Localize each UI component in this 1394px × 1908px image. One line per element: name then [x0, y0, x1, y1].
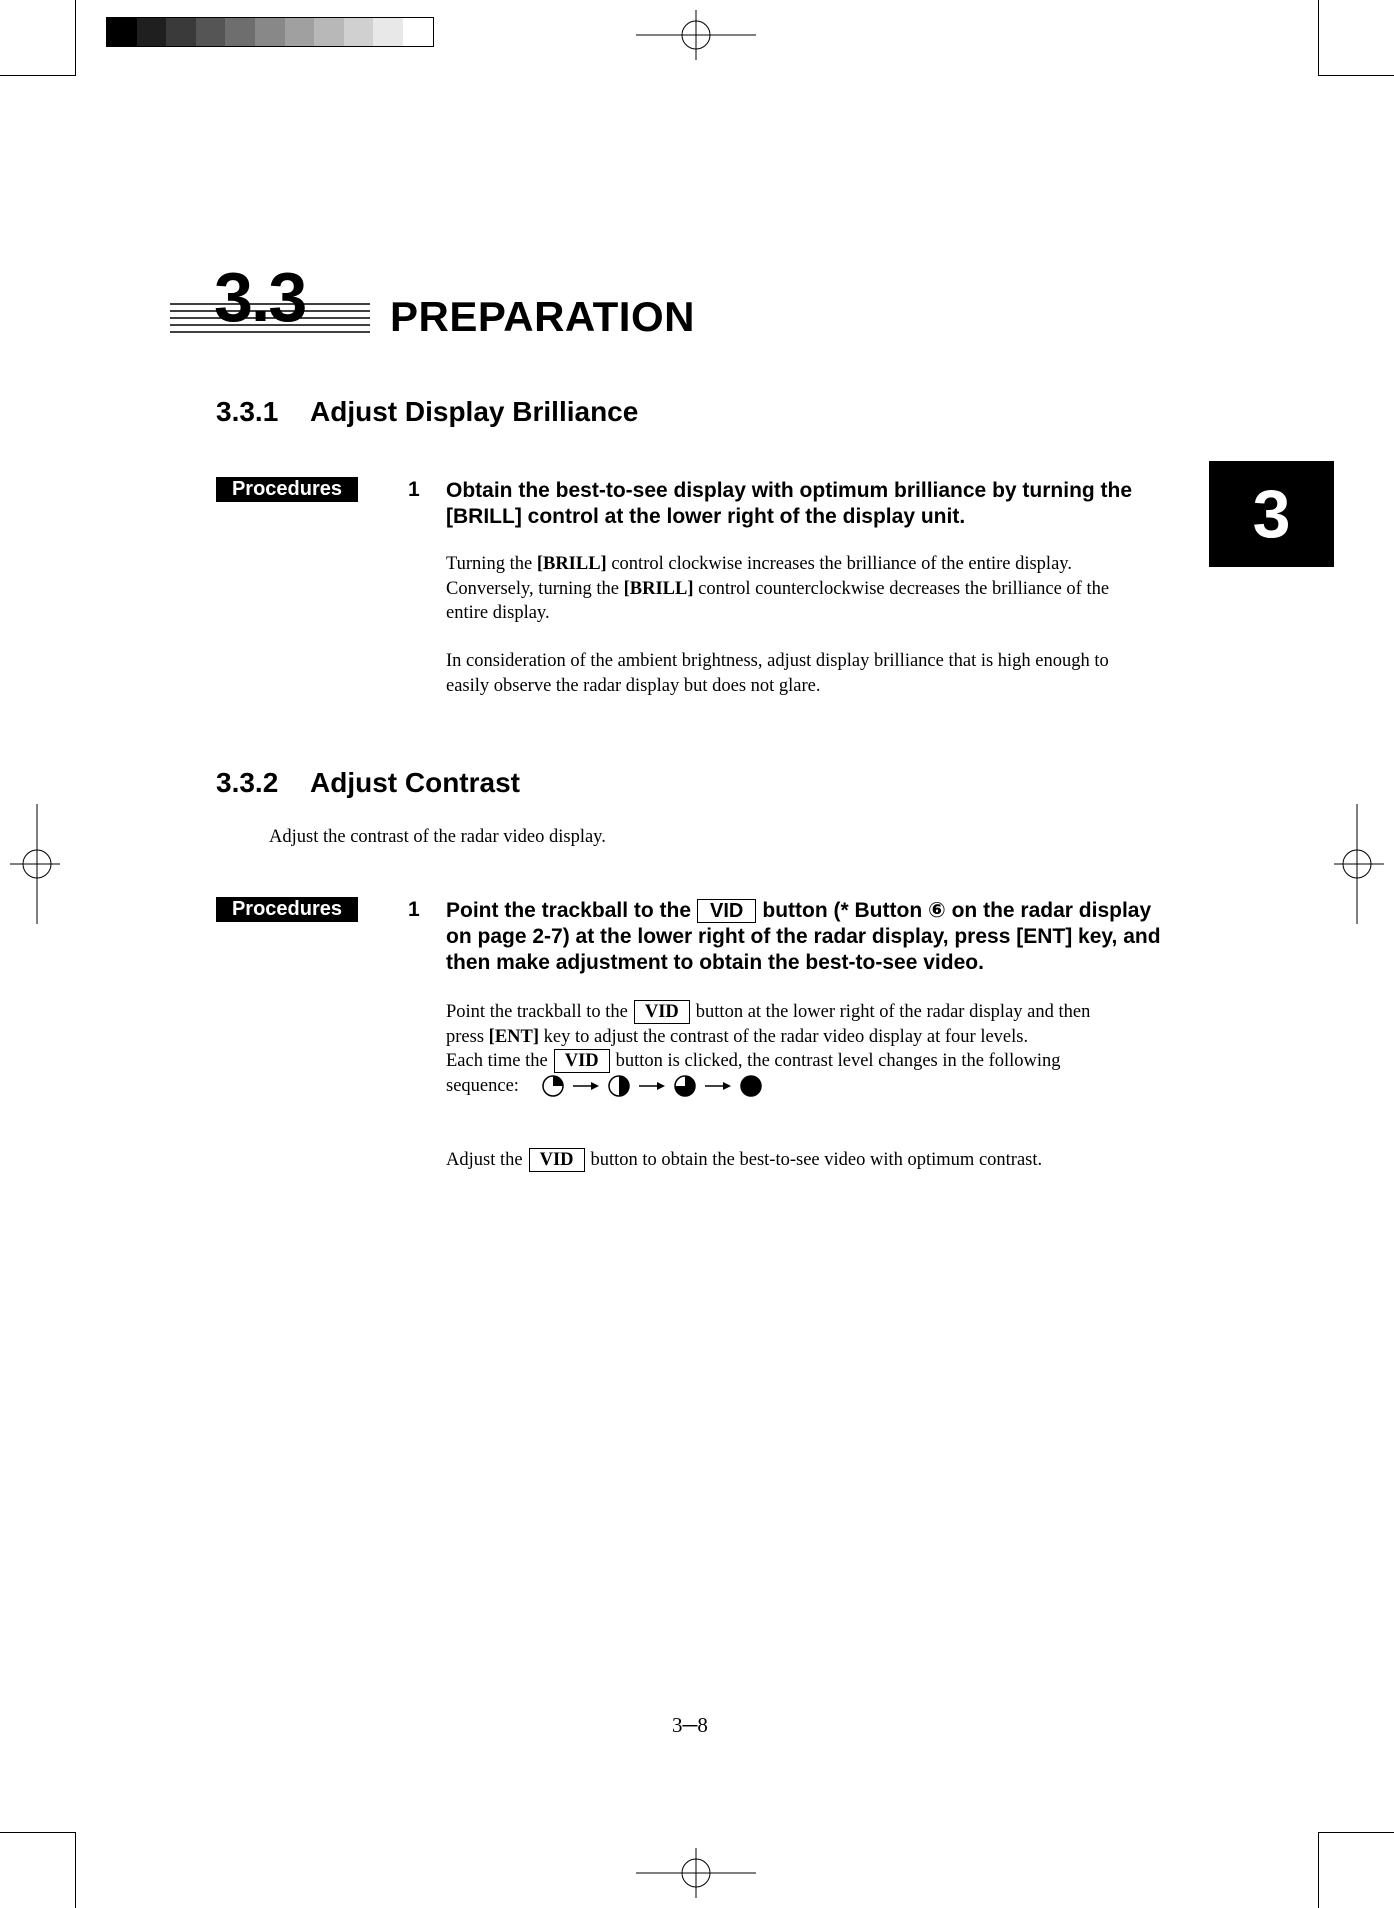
- brill-paragraph: [446, 552, 1206, 626]
- subsection-2-title: Adjust Contrast: [310, 767, 520, 798]
- brill-key-label: [BRILL]: [623, 578, 694, 599]
- text-run: button (* Button ⑥ on the radar display: [762, 899, 1152, 922]
- text-run: Conversely, turning the: [446, 578, 624, 599]
- ambient-paragraph: [446, 649, 1206, 698]
- text-run: sequence:: [446, 1075, 519, 1096]
- contrast-sequence: [541, 1074, 763, 1098]
- gray-scale-swatch: [166, 18, 196, 46]
- registration-target-right: [1334, 804, 1384, 924]
- text-run: button to obtain the best-to-see video with optimum contrast.: [590, 1150, 1043, 1170]
- procedures-badge-1: Procedures: [216, 477, 358, 502]
- contrast-paragraph: [446, 1000, 1206, 1098]
- page-number: 3─8: [672, 1713, 708, 1737]
- text-run: Point the trackball to the: [446, 899, 692, 922]
- registration-target-left: [10, 804, 60, 924]
- text-run: press: [446, 1026, 489, 1047]
- step-1-text: [446, 478, 1196, 530]
- section-number: 3.3: [214, 258, 306, 336]
- text-run: Turning the: [446, 554, 537, 574]
- registration-target-top: [636, 10, 756, 60]
- adjust-paragraph: [446, 1148, 1206, 1173]
- text-run: button at the lower right of the radar display and then: [695, 1002, 1091, 1022]
- arrow-right-icon: [637, 1080, 667, 1092]
- vid-button[interactable]: VID: [554, 1049, 610, 1073]
- brill-key-label: [BRILL]: [536, 554, 607, 574]
- text-run: key to adjust the contrast of the radar video display at four levels.: [539, 1026, 1029, 1047]
- contrast-intro: Adjust the contrast of the radar video display.: [269, 827, 606, 847]
- arrow-right-icon: [571, 1080, 601, 1092]
- gray-scale-swatch: [225, 18, 255, 46]
- step-2-text: [446, 898, 1196, 976]
- contrast-level-4-icon: [739, 1074, 763, 1098]
- procedures-badge-2: Procedures: [216, 897, 358, 922]
- step-2-line-2: on page 2-7) at the lower right of the radar display, press [ENT] key, and: [446, 925, 1161, 948]
- vid-button[interactable]: VID: [529, 1148, 585, 1172]
- vid-button[interactable]: VID: [697, 899, 756, 923]
- step-2-number: 1: [408, 898, 420, 921]
- gray-scale-swatch: [373, 18, 403, 46]
- chapter-tab: 3: [1209, 461, 1334, 567]
- text-run: Point the trackball to the: [446, 1002, 628, 1022]
- text-run: Each time the: [446, 1051, 548, 1071]
- gray-scale-swatch: [107, 18, 137, 46]
- step-1-number: 1: [408, 478, 420, 501]
- text-run: easily observe the radar display but does not glare.: [446, 675, 821, 696]
- contrast-level-1-icon: [541, 1074, 565, 1098]
- contrast-level-2-icon: [607, 1074, 631, 1098]
- subsection-2-number: 3.3.2: [216, 767, 279, 798]
- section-title: PREPARATION: [390, 293, 695, 340]
- gray-scale-swatch: [137, 18, 167, 46]
- subsection-1-title: Adjust Display Brilliance: [310, 396, 639, 427]
- text-run: In consideration of the ambient brightness, adjust display brilliance that is high enough to: [446, 651, 1109, 671]
- gray-scale-swatch: [285, 18, 315, 46]
- text-run: control clockwise increases the brilliance of the entire display.: [606, 554, 1072, 574]
- vid-button[interactable]: VID: [634, 1000, 690, 1024]
- text-run: Adjust the: [446, 1150, 523, 1170]
- contrast-level-3-icon: [673, 1074, 697, 1098]
- ent-key-label: [ENT]: [488, 1026, 540, 1047]
- step-1-line-2: [BRILL] control at the lower right of the display unit.: [446, 505, 966, 528]
- arrow-right-icon: [703, 1080, 733, 1092]
- step-1-line-1: Obtain the best-to-see display with optimum brilliance by turning the: [446, 479, 1133, 502]
- gray-scale-swatch: [344, 18, 374, 46]
- text-run: button is clicked, the contrast level changes in the following: [615, 1051, 1061, 1071]
- subsection-1-number: 3.3.1: [216, 396, 279, 427]
- gray-scale-swatch: [314, 18, 344, 46]
- gray-scale-swatch: [255, 18, 285, 46]
- gray-scale-swatch: [196, 18, 226, 46]
- registration-target-bottom: [636, 1848, 756, 1898]
- gray-scale-strip: [106, 17, 434, 47]
- text-run: entire display.: [446, 603, 550, 623]
- text-run: control counterclockwise decreases the brilliance of the: [693, 578, 1110, 599]
- step-2-line-3: then make adjustment to obtain the best-to-see video.: [446, 951, 984, 974]
- gray-scale-swatch: [403, 18, 433, 46]
